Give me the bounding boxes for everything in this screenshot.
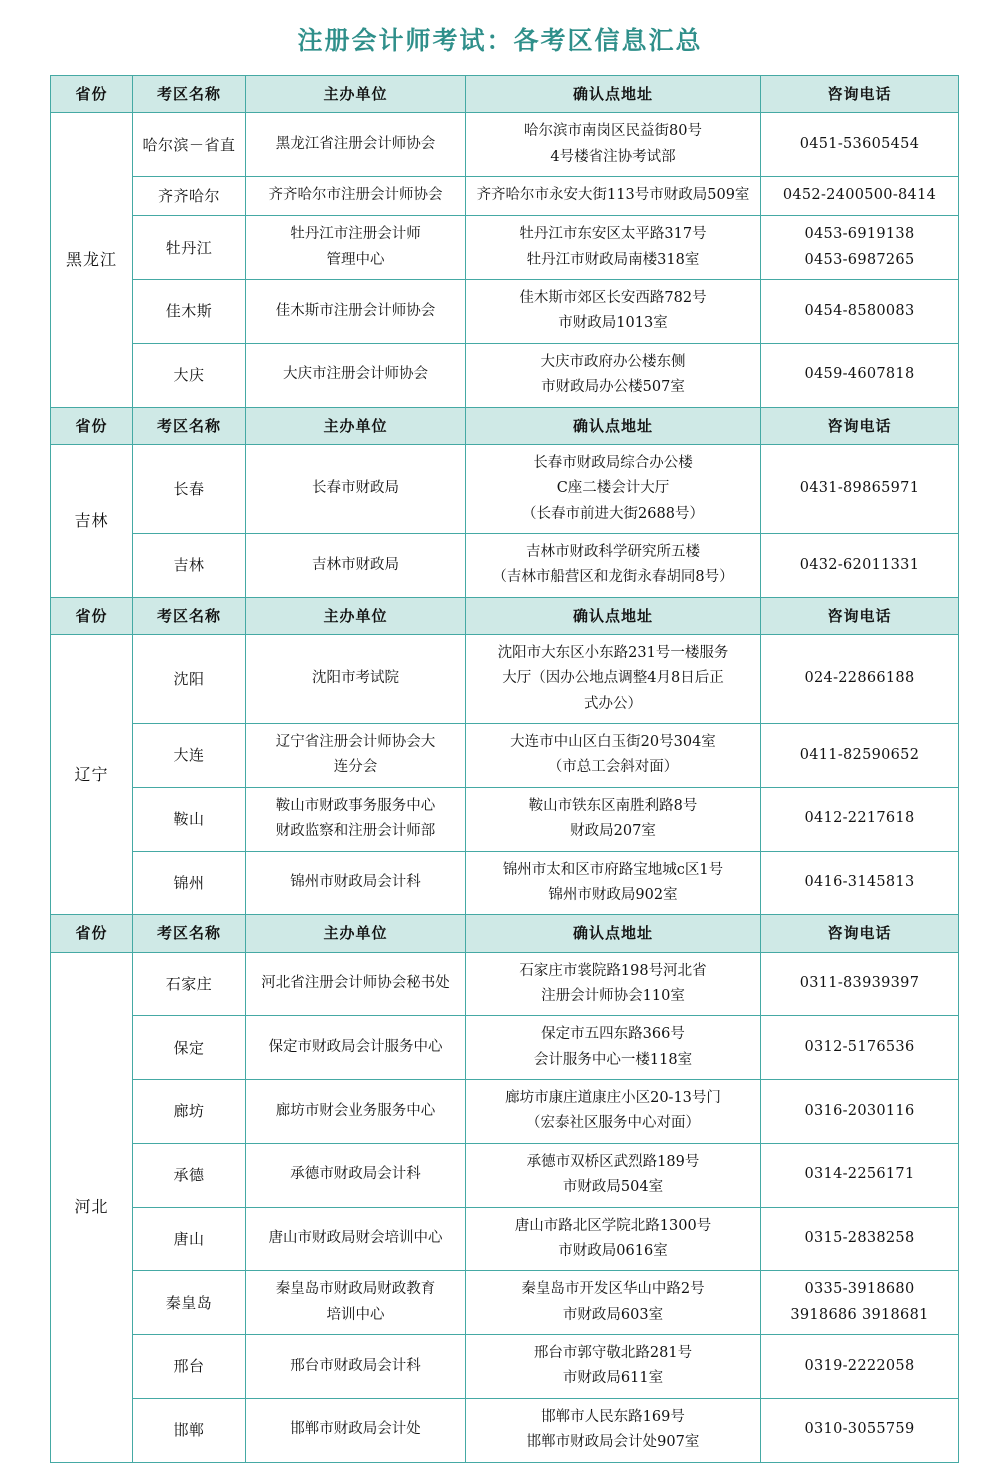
exam-area-cell: 秦皇岛 <box>133 1271 246 1335</box>
column-header-phone: 咨询电话 <box>761 597 959 634</box>
table-row <box>51 216 959 280</box>
text-line: 牡丹江市东安区太平路317号 <box>519 226 707 243</box>
text-line: 邯郸市财政局会计处907室 <box>526 1434 700 1451</box>
text-line: 邢台市郭守敬北路281号 <box>533 1345 693 1361</box>
exam-area-cell: 大庆 <box>133 343 246 407</box>
text-line: 沈阳市大东区小东路231号一楼服务 <box>497 644 729 661</box>
text-line: 市财政局1013室 <box>558 315 668 332</box>
table-row <box>51 343 959 407</box>
phone-cell <box>761 1143 959 1207</box>
column-header-area: 考区名称 <box>133 597 246 634</box>
text-line: 邯郸市人民东路169号 <box>541 1408 685 1425</box>
column-header-phone: 咨询电话 <box>761 915 959 952</box>
organizer-cell <box>246 533 466 597</box>
table-row <box>51 1207 959 1271</box>
address-cell <box>466 177 761 216</box>
address-cell <box>466 1143 761 1207</box>
address-cell <box>466 724 761 788</box>
organizer-cell <box>246 216 466 280</box>
column-header-province: 省份 <box>51 407 133 444</box>
phone-cell <box>761 113 959 177</box>
text-line: 大厅（因办公地点调整4月8日后正 <box>502 670 724 687</box>
organizer-cell <box>246 1271 466 1335</box>
organizer-cell <box>246 1016 466 1080</box>
table-row <box>51 113 959 177</box>
province-cell: 吉林 <box>51 444 133 597</box>
exam-area-cell: 哈尔滨－省直 <box>133 113 246 177</box>
text-line: 024-22866188 <box>804 670 915 687</box>
address-cell <box>466 1335 761 1399</box>
text-line: 沈阳市考试院 <box>312 670 399 687</box>
text-line: 哈尔滨市南岗区民益街80号 <box>524 123 702 140</box>
text-line: 邯郸市财政局会计处 <box>290 1421 421 1438</box>
text-line: 大庆市政府办公楼东侧 <box>540 353 686 370</box>
address-cell <box>466 343 761 407</box>
table-row <box>51 444 959 533</box>
address-cell <box>466 533 761 597</box>
exam-area-cell: 长春 <box>133 444 246 533</box>
text-line: 秦皇岛市财政局财政教育 <box>275 1281 436 1298</box>
address-cell <box>466 216 761 280</box>
text-line: 保定市五四东路366号 <box>541 1026 685 1043</box>
text-line: 0319-2222058 <box>804 1357 915 1374</box>
exam-area-cell: 齐齐哈尔 <box>133 177 246 216</box>
text-line: 培训中心 <box>326 1306 385 1323</box>
phone-cell <box>761 280 959 344</box>
address-cell <box>466 1080 761 1144</box>
text-line: 连分会 <box>333 759 378 776</box>
address-cell <box>466 1207 761 1271</box>
table-row <box>51 787 959 851</box>
organizer-cell <box>246 952 466 1016</box>
text-line: 秦皇岛市开发区华山中路2号 <box>521 1281 705 1298</box>
exam-area-cell: 鞍山 <box>133 787 246 851</box>
organizer-cell <box>246 343 466 407</box>
text-line: （吉林市船营区和龙街永春胡同8号） <box>492 569 734 586</box>
text-line: 锦州市财政局902室 <box>548 886 678 903</box>
organizer-cell <box>246 177 466 216</box>
organizer-cell <box>246 1080 466 1144</box>
text-line: 0454-8580083 <box>804 302 915 319</box>
exam-area-cell: 保定 <box>133 1016 246 1080</box>
text-line: 鞍山市铁东区南胜利路8号 <box>528 797 698 814</box>
organizer-cell <box>246 1398 466 1462</box>
table-row <box>51 1271 959 1335</box>
organizer-cell <box>246 280 466 344</box>
column-header-address: 确认点地址 <box>466 915 761 952</box>
table-header-row <box>51 76 959 113</box>
text-line: 0416-3145813 <box>804 874 915 891</box>
text-line: 0453-6919138 <box>804 226 915 243</box>
text-line: 齐齐哈尔市注册会计师协会 <box>268 187 443 204</box>
organizer-cell <box>246 1335 466 1399</box>
text-line: 市财政局0616室 <box>558 1242 668 1259</box>
address-cell <box>466 1016 761 1080</box>
exam-area-cell: 佳木斯 <box>133 280 246 344</box>
organizer-cell <box>246 724 466 788</box>
table-header-row <box>51 597 959 634</box>
text-line: 鞍山市财政事务服务中心 <box>275 797 436 814</box>
table-row <box>51 533 959 597</box>
address-cell <box>466 113 761 177</box>
text-line: 黑龙江省注册会计师协会 <box>275 135 436 152</box>
phone-cell <box>761 216 959 280</box>
text-line: （市总工会斜对面） <box>547 759 679 776</box>
text-line: 式办公） <box>584 695 642 712</box>
text-line: 唐山市财政局财会培训中心 <box>268 1230 443 1247</box>
column-header-address: 确认点地址 <box>466 597 761 634</box>
exam-area-cell: 吉林 <box>133 533 246 597</box>
table-row <box>51 851 959 915</box>
text-line: 河北省注册会计师协会秘书处 <box>261 975 450 992</box>
exam-areas-table <box>50 75 959 1463</box>
table-container <box>0 75 1000 1463</box>
phone-cell <box>761 343 959 407</box>
text-line: 0335-3918680 <box>804 1281 915 1298</box>
table-row <box>51 1335 959 1399</box>
text-line: 0411-82590652 <box>799 746 920 763</box>
address-cell <box>466 1398 761 1462</box>
column-header-area: 考区名称 <box>133 915 246 952</box>
phone-cell <box>761 1016 959 1080</box>
organizer-cell <box>246 787 466 851</box>
text-line: 0315-2838258 <box>804 1230 915 1247</box>
phone-cell <box>761 724 959 788</box>
phone-cell <box>761 1080 959 1144</box>
exam-area-cell: 石家庄 <box>133 952 246 1016</box>
text-line: 大连市中山区白玉街20号304室 <box>510 734 716 750</box>
organizer-cell <box>246 851 466 915</box>
column-header-address: 确认点地址 <box>466 407 761 444</box>
text-line: 财政局207室 <box>570 823 656 840</box>
table-row <box>51 177 959 216</box>
table-header-row <box>51 915 959 952</box>
text-line: （长春市前进大街2688号） <box>522 505 704 522</box>
text-line: 市财政局504室 <box>562 1179 664 1196</box>
text-line: 辽宁省注册会计师协会大 <box>275 734 436 750</box>
table-row <box>51 952 959 1016</box>
column-header-province: 省份 <box>51 915 133 952</box>
address-cell <box>466 787 761 851</box>
table-row <box>51 724 959 788</box>
text-line: 廊坊市财会业务服务中心 <box>275 1102 436 1119</box>
organizer-cell <box>246 634 466 723</box>
organizer-cell <box>246 1207 466 1271</box>
text-line: 邢台市财政局会计科 <box>290 1357 421 1374</box>
column-header-phone: 咨询电话 <box>761 407 959 444</box>
phone-cell <box>761 634 959 723</box>
exam-area-cell: 大连 <box>133 724 246 788</box>
text-line: 市财政局603室 <box>562 1306 664 1323</box>
province-cell: 河北 <box>51 952 133 1462</box>
text-line: 市财政局办公楼507室 <box>541 379 685 396</box>
phone-cell <box>761 851 959 915</box>
page-title: 注册会计师考试：各考区信息汇总 <box>297 26 703 55</box>
text-line: 管理中心 <box>326 251 385 268</box>
text-line: 0314-2256171 <box>804 1166 915 1183</box>
text-line: 锦州市太和区市府路宝地城c区1号 <box>502 861 724 878</box>
table-row <box>51 280 959 344</box>
text-line: 唐山市路北区学院北路1300号 <box>514 1217 712 1234</box>
address-cell <box>466 851 761 915</box>
text-line: 注册会计师协会110室 <box>541 987 685 1004</box>
text-line: 长春市财政局 <box>312 480 399 497</box>
exam-area-cell: 承德 <box>133 1143 246 1207</box>
exam-area-cell: 邯郸 <box>133 1398 246 1462</box>
address-cell <box>466 634 761 723</box>
text-line: 齐齐哈尔市永安大街113号市财政局509室 <box>476 187 750 204</box>
column-header-province: 省份 <box>51 76 133 113</box>
column-header-province: 省份 <box>51 597 133 634</box>
organizer-cell <box>246 444 466 533</box>
phone-cell <box>761 444 959 533</box>
text-line: 大庆市注册会计师协会 <box>283 366 428 383</box>
phone-cell <box>761 1398 959 1462</box>
organizer-cell <box>246 1143 466 1207</box>
text-line: （宏泰社区服务中心对面） <box>526 1115 700 1132</box>
text-line: 会计服务中心一楼118室 <box>533 1051 693 1068</box>
column-header-organizer: 主办单位 <box>246 915 466 952</box>
text-line: 0316-2030116 <box>804 1102 915 1119</box>
phone-cell <box>761 1207 959 1271</box>
text-line: 承德市财政局会计科 <box>290 1166 421 1183</box>
text-line: 吉林市财政科学研究所五楼 <box>526 543 700 560</box>
text-line: 0431-89865971 <box>799 480 920 497</box>
text-line: 牡丹江市财政局南楼318室 <box>526 251 700 268</box>
text-line: 0453-6987265 <box>804 251 915 268</box>
column-header-organizer: 主办单位 <box>246 407 466 444</box>
column-header-area: 考区名称 <box>133 407 246 444</box>
table-row <box>51 1080 959 1144</box>
text-line: 0310-3055759 <box>804 1421 915 1438</box>
text-line: 0412-2217618 <box>804 810 915 827</box>
text-line: 廊坊市康庄道康庄小区20-13号门 <box>505 1090 721 1106</box>
exam-area-cell: 廊坊 <box>133 1080 246 1144</box>
phone-cell <box>761 177 959 216</box>
text-line: 财政监察和注册会计师部 <box>275 823 436 840</box>
text-line: 锦州市财政局会计科 <box>290 874 421 891</box>
address-cell <box>466 1271 761 1335</box>
column-header-organizer: 主办单位 <box>246 597 466 634</box>
phone-cell <box>761 533 959 597</box>
table-row <box>51 634 959 723</box>
exam-area-cell: 牡丹江 <box>133 216 246 280</box>
text-line: 0451-53605454 <box>799 135 920 152</box>
phone-cell <box>761 1335 959 1399</box>
province-cell: 辽宁 <box>51 634 133 914</box>
organizer-cell <box>246 113 466 177</box>
column-header-phone: 咨询电话 <box>761 76 959 113</box>
phone-cell <box>761 1271 959 1335</box>
phone-cell <box>761 787 959 851</box>
text-line: 长春市财政局综合办公楼 <box>533 454 693 471</box>
table-header-row <box>51 407 959 444</box>
text-line: 0312-5176536 <box>804 1038 915 1055</box>
exam-area-cell: 沈阳 <box>133 634 246 723</box>
exam-area-cell: 锦州 <box>133 851 246 915</box>
exam-area-cell: 邢台 <box>133 1335 246 1399</box>
text-line: 市财政局611室 <box>562 1370 664 1387</box>
text-line: 石家庄市裳院路198号河北省 <box>519 962 707 979</box>
text-line: 0459-4607818 <box>804 366 915 383</box>
address-cell <box>466 444 761 533</box>
text-line: 承德市双桥区武烈路189号 <box>526 1153 700 1170</box>
text-line: C座二楼会计大厅 <box>556 480 670 497</box>
text-line: 佳木斯市注册会计师协会 <box>275 302 436 319</box>
text-line: 保定市财政局会计服务中心 <box>268 1038 443 1055</box>
text-line: 吉林市财政局 <box>312 556 399 573</box>
text-line: 4号楼省注协考试部 <box>550 148 676 165</box>
table-row <box>51 1016 959 1080</box>
text-line: 佳木斯市郊区长安西路782号 <box>519 290 707 306</box>
exam-area-cell: 唐山 <box>133 1207 246 1271</box>
province-cell: 黑龙江 <box>51 113 133 407</box>
table-row <box>51 1398 959 1462</box>
address-cell <box>466 280 761 344</box>
text-line: 0452-2400500-8414 <box>782 187 937 204</box>
column-header-address: 确认点地址 <box>466 76 761 113</box>
column-header-organizer: 主办单位 <box>246 76 466 113</box>
text-line: 0432-62011331 <box>799 556 920 573</box>
table-row <box>51 1143 959 1207</box>
address-cell <box>466 952 761 1016</box>
phone-cell <box>761 952 959 1016</box>
column-header-area: 考区名称 <box>133 76 246 113</box>
text-line: 0311-83939397 <box>799 975 920 992</box>
text-line: 3918686 3918681 <box>790 1306 929 1323</box>
text-line: 牡丹江市注册会计师 <box>290 226 421 243</box>
